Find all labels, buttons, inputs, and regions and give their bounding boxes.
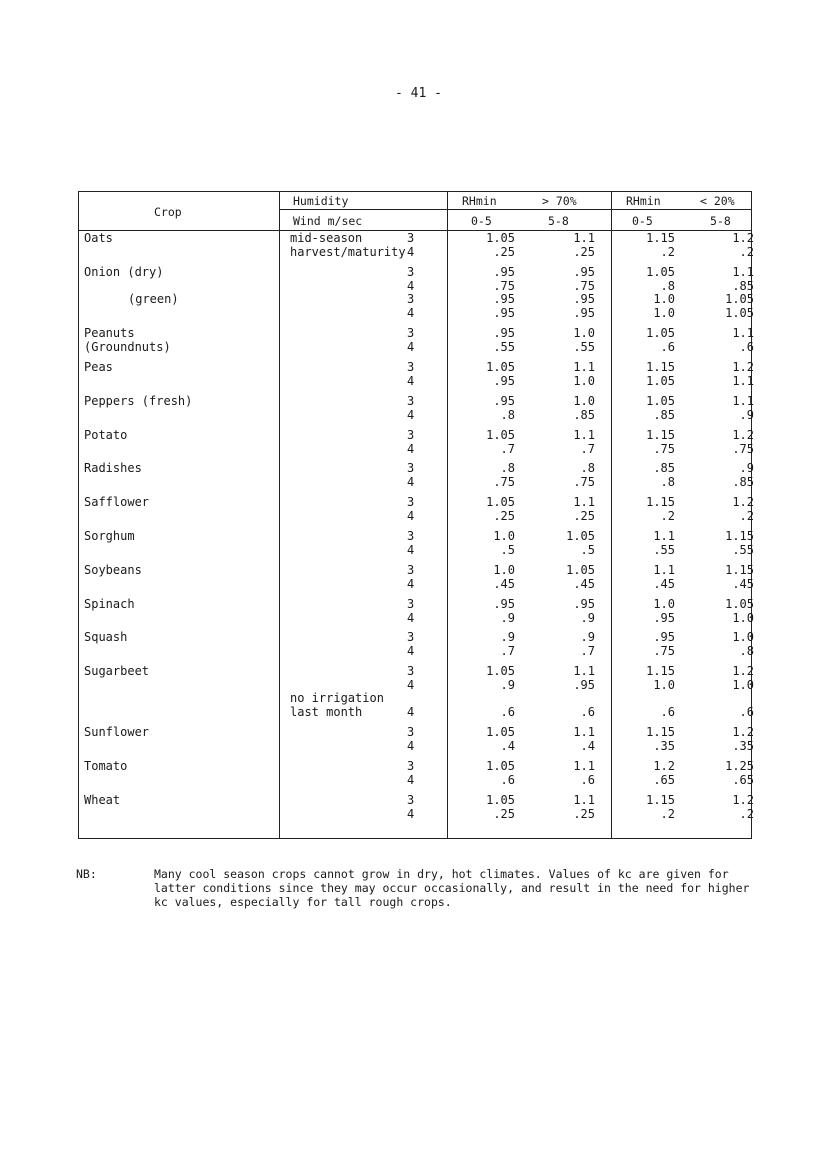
kc-value: 1.05 [486, 231, 515, 245]
kc-value: .5 [580, 543, 595, 557]
kc-value: 1.2 [732, 793, 754, 807]
kc-value: 1.15 [646, 428, 675, 442]
kc-value: .95 [493, 326, 515, 340]
crop-name: Squash [84, 630, 128, 644]
kc-value: 1.05 [486, 664, 515, 678]
stage-number: 4 [407, 577, 415, 591]
kc-value: 1.1 [573, 231, 595, 245]
crop-name: Potato [84, 428, 128, 442]
kc-value: .75 [493, 475, 515, 489]
kc-value: .25 [573, 509, 595, 523]
kc-value: .2 [739, 245, 754, 259]
stage-number: 4 [407, 705, 415, 719]
stage-number: 3 [407, 759, 415, 773]
note-label: NB: [76, 867, 97, 881]
header-crop: Crop [154, 205, 182, 219]
kc-value: .65 [732, 773, 754, 787]
kc-value: 1.05 [725, 306, 754, 320]
kc-value: .9 [580, 611, 595, 625]
kc-value: 1.15 [646, 231, 675, 245]
kc-value: .2 [660, 807, 675, 821]
header-rh-low-label: RHmin [626, 194, 661, 208]
crop-name: (Groundnuts) [84, 340, 171, 354]
stage-number: 4 [407, 340, 415, 354]
kc-value: .75 [653, 442, 675, 456]
stage-number: 4 [407, 306, 415, 320]
crop-name: Sugarbeet [84, 664, 150, 678]
kc-value: .9 [739, 408, 754, 422]
kc-value: .25 [573, 807, 595, 821]
kc-value: .95 [493, 597, 515, 611]
kc-value: 1.0 [732, 630, 754, 644]
kc-value: .8 [739, 644, 754, 658]
kc-value: .6 [580, 705, 595, 719]
crop-name: Radishes [84, 461, 142, 475]
stage-label: last month [290, 705, 363, 719]
kc-value: .8 [500, 461, 515, 475]
kc-value: .9 [739, 461, 754, 475]
kc-value: 1.05 [486, 495, 515, 509]
table-bottom-border [78, 838, 752, 839]
kc-value: .25 [493, 245, 515, 259]
crop-name: Peppers (fresh) [84, 394, 193, 408]
kc-value: .6 [739, 340, 754, 354]
rh-group-divider [611, 191, 612, 839]
kc-value: 1.0 [732, 678, 754, 692]
kc-value: 1.0 [493, 529, 515, 543]
crop-coefficient-table [78, 191, 752, 839]
kc-value: 1.2 [653, 759, 675, 773]
kc-value: .6 [580, 773, 595, 787]
kc-value: 1.05 [725, 292, 754, 306]
kc-value: 1.05 [486, 360, 515, 374]
stage-number: 3 [407, 597, 415, 611]
header-humidity: Humidity [293, 194, 349, 208]
stage-number: 4 [407, 509, 415, 523]
kc-value: .85 [653, 461, 675, 475]
stage-number: 3 [407, 461, 415, 475]
kc-value: .8 [500, 408, 515, 422]
kc-value: .95 [573, 678, 595, 692]
stage-number: 4 [407, 644, 415, 658]
crop-name: Safflower [84, 495, 150, 509]
stage-number: 3 [407, 292, 415, 306]
kc-value: .8 [660, 279, 675, 293]
note-line-2: latter conditions since they may occur occasionally, and result in the need for higher [154, 881, 750, 895]
crop-name: Sorghum [84, 529, 135, 543]
header-wind-5-8-high: 5-8 [548, 214, 569, 228]
stage-number: 4 [407, 279, 415, 293]
stage-number: 3 [407, 231, 415, 245]
kc-value: 1.0 [573, 394, 595, 408]
crop-name: Tomato [84, 759, 128, 773]
note-line-3: kc values, especially for tall rough crops. [154, 895, 452, 909]
stage-number: 3 [407, 664, 415, 678]
kc-value: .8 [660, 475, 675, 489]
stage-label: no irrigation [290, 691, 384, 705]
kc-value: 1.2 [732, 231, 754, 245]
crop-name: Onion (dry) [84, 265, 164, 279]
kc-value: 1.1 [732, 265, 754, 279]
kc-value: .9 [500, 678, 515, 692]
kc-value: 1.2 [732, 495, 754, 509]
stage-number: 3 [407, 725, 415, 739]
kc-value: .95 [573, 597, 595, 611]
kc-value: .6 [500, 705, 515, 719]
header-wind-5-8-low: 5-8 [710, 214, 731, 228]
page-number: - 41 - [395, 86, 442, 101]
kc-value: 1.05 [486, 759, 515, 773]
kc-value: 1.05 [646, 374, 675, 388]
kc-value: 1.0 [653, 306, 675, 320]
kc-value: .7 [580, 644, 595, 658]
kc-value: 1.05 [486, 725, 515, 739]
stage-number: 4 [407, 408, 415, 422]
kc-value: .8 [580, 461, 595, 475]
stage-number: 3 [407, 793, 415, 807]
crop-name: Sunflower [84, 725, 150, 739]
kc-value: 1.15 [646, 725, 675, 739]
kc-value: .75 [653, 644, 675, 658]
kc-value: 1.15 [646, 495, 675, 509]
kc-value: 1.05 [566, 529, 595, 543]
kc-value: .95 [573, 265, 595, 279]
header-mid-rule [279, 209, 752, 210]
kc-value: .65 [653, 773, 675, 787]
stage-number: 3 [407, 394, 415, 408]
crop-name: Wheat [84, 793, 121, 807]
kc-value: 1.2 [732, 360, 754, 374]
kc-value: 1.2 [732, 725, 754, 739]
kc-value: .95 [493, 306, 515, 320]
header-wind: Wind m/sec [293, 214, 363, 228]
kc-value: 1.05 [486, 428, 515, 442]
kc-value: 1.1 [732, 394, 754, 408]
header-rh-low-value: < 20% [700, 194, 735, 208]
kc-value: .35 [653, 739, 675, 753]
kc-value: 1.1 [732, 374, 754, 388]
header-wind-0-5-high: 0-5 [471, 214, 492, 228]
kc-value: .45 [732, 577, 754, 591]
kc-value: 1.1 [573, 759, 595, 773]
kc-value: .85 [732, 279, 754, 293]
crop-name: (green) [128, 292, 179, 306]
kc-value: 1.0 [573, 326, 595, 340]
kc-value: 1.0 [653, 678, 675, 692]
crop-name: Peas [84, 360, 113, 374]
stage-number: 3 [407, 360, 415, 374]
kc-value: .75 [493, 279, 515, 293]
kc-value: 1.1 [573, 793, 595, 807]
kc-value: .2 [739, 509, 754, 523]
kc-value: 1.25 [725, 759, 754, 773]
kc-value: .25 [493, 509, 515, 523]
stage-number: 3 [407, 563, 415, 577]
kc-value: 1.1 [573, 495, 595, 509]
kc-value: .4 [580, 739, 595, 753]
stage-number: 4 [407, 475, 415, 489]
kc-value: 1.1 [573, 360, 595, 374]
kc-value: 1.2 [732, 428, 754, 442]
kc-value: .25 [493, 807, 515, 821]
table-left-border [78, 191, 79, 839]
kc-value: .35 [732, 739, 754, 753]
crop-name: Spinach [84, 597, 135, 611]
kc-value: 1.05 [486, 793, 515, 807]
stage-number: 4 [407, 807, 415, 821]
kc-value: .7 [580, 442, 595, 456]
stage-number: 3 [407, 529, 415, 543]
kc-value: 1.0 [653, 597, 675, 611]
header-rh-high-value: > 70% [542, 194, 577, 208]
kc-value: 1.05 [566, 563, 595, 577]
kc-value: 1.15 [725, 529, 754, 543]
humidity-column-divider [447, 191, 448, 839]
kc-value: .9 [500, 630, 515, 644]
kc-value: 1.05 [646, 326, 675, 340]
kc-value: 1.1 [653, 529, 675, 543]
table-top-border [78, 191, 752, 192]
kc-value: .75 [573, 279, 595, 293]
kc-value: .6 [660, 340, 675, 354]
kc-value: .95 [573, 306, 595, 320]
crop-name: Peanuts [84, 326, 135, 340]
kc-value: .4 [500, 739, 515, 753]
stage-label: harvest/maturity [290, 245, 406, 259]
kc-value: .55 [732, 543, 754, 557]
kc-value: 1.15 [646, 664, 675, 678]
note-line-1: Many cool season crops cannot grow in dry, hot climates. Values of kc are given for [154, 867, 729, 881]
kc-value: 1.0 [653, 292, 675, 306]
kc-value: 1.15 [646, 793, 675, 807]
kc-value: .9 [580, 630, 595, 644]
header-wind-0-5-low: 0-5 [632, 214, 653, 228]
crop-name: Soybeans [84, 563, 142, 577]
kc-value: .45 [573, 577, 595, 591]
kc-value: .45 [653, 577, 675, 591]
kc-value: 1.0 [493, 563, 515, 577]
kc-value: .2 [660, 245, 675, 259]
kc-value: .85 [653, 408, 675, 422]
kc-value: .6 [500, 773, 515, 787]
kc-value: .9 [500, 611, 515, 625]
kc-value: 1.0 [573, 374, 595, 388]
stage-number: 4 [407, 543, 415, 557]
stage-number: 4 [407, 678, 415, 692]
kc-value: 1.1 [573, 428, 595, 442]
kc-value: .75 [732, 442, 754, 456]
kc-value: 1.1 [732, 326, 754, 340]
kc-value: 1.1 [573, 725, 595, 739]
stage-number: 4 [407, 739, 415, 753]
kc-value: .95 [493, 394, 515, 408]
stage-number: 4 [407, 611, 415, 625]
kc-value: .2 [660, 509, 675, 523]
kc-value: .7 [500, 644, 515, 658]
kc-value: .75 [573, 475, 595, 489]
kc-value: 1.2 [732, 664, 754, 678]
kc-value: .55 [573, 340, 595, 354]
kc-value: .6 [660, 705, 675, 719]
kc-value: .6 [739, 705, 754, 719]
kc-value: 1.05 [725, 597, 754, 611]
kc-value: 1.0 [732, 611, 754, 625]
stage-number: 4 [407, 442, 415, 456]
kc-value: 1.1 [573, 664, 595, 678]
kc-value: 1.05 [646, 265, 675, 279]
kc-value: .2 [739, 807, 754, 821]
kc-value: .95 [493, 292, 515, 306]
stage-number: 4 [407, 374, 415, 388]
kc-value: .45 [493, 577, 515, 591]
kc-value: 1.05 [646, 394, 675, 408]
kc-value: .95 [493, 374, 515, 388]
kc-value: .95 [493, 265, 515, 279]
kc-value: .95 [653, 630, 675, 644]
kc-value: .25 [573, 245, 595, 259]
stage-number: 4 [407, 773, 415, 787]
kc-value: .85 [732, 475, 754, 489]
kc-value: .85 [573, 408, 595, 422]
kc-value: .95 [653, 611, 675, 625]
header-rh-high-label: RHmin [462, 194, 497, 208]
stage-number: 3 [407, 428, 415, 442]
kc-value: .7 [500, 442, 515, 456]
kc-value: .95 [573, 292, 595, 306]
stage-number: 3 [407, 326, 415, 340]
crop-name: Oats [84, 231, 113, 245]
crop-column-divider [279, 191, 280, 839]
stage-number: 3 [407, 630, 415, 644]
kc-value: 1.15 [646, 360, 675, 374]
stage-label: mid-season [290, 231, 363, 245]
stage-number: 3 [407, 265, 415, 279]
kc-value: .55 [493, 340, 515, 354]
stage-number: 4 [407, 245, 415, 259]
kc-value: .5 [500, 543, 515, 557]
kc-value: 1.1 [653, 563, 675, 577]
kc-value: .55 [653, 543, 675, 557]
stage-number: 3 [407, 495, 415, 509]
kc-value: 1.15 [725, 563, 754, 577]
